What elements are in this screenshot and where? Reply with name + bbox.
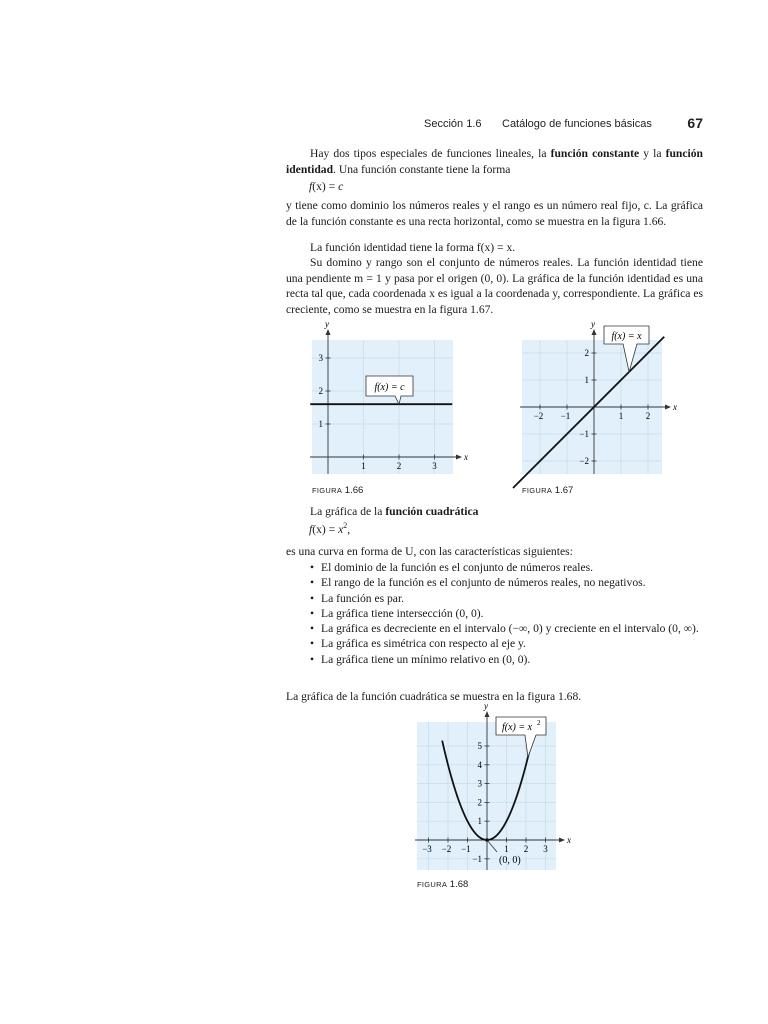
term-identity-function: función identidad bbox=[286, 147, 703, 176]
formula-rhs: c bbox=[338, 180, 344, 193]
figure-1-66-caption bbox=[312, 485, 363, 496]
figure-1-67-caption bbox=[522, 485, 573, 496]
y-tick-label: 5 bbox=[477, 741, 482, 751]
x-tick-label: 2 bbox=[523, 844, 529, 854]
x-tick-label: 2 bbox=[645, 411, 651, 421]
formula-tail: , bbox=[347, 523, 351, 536]
y-tick-label: 2 bbox=[477, 797, 482, 808]
y-tick-label: 3 bbox=[477, 778, 482, 789]
x-tick-label: −2 bbox=[441, 844, 452, 854]
page-number: 67 bbox=[687, 115, 703, 131]
term-constant-function: función constante bbox=[550, 147, 640, 160]
text-run: y la bbox=[639, 147, 666, 160]
formula-exponent: 2 bbox=[343, 521, 348, 531]
formula-arg: (x) bbox=[312, 180, 326, 193]
formula-arg: (x) bbox=[312, 523, 326, 536]
y-tick-label: 3 bbox=[318, 353, 323, 363]
paragraph-u-curve: es una curva en forma de U, con las características siguientes: bbox=[286, 545, 573, 558]
x-axis-label: x bbox=[464, 452, 468, 462]
caption-label: FIGURA bbox=[312, 486, 343, 495]
x-tick-label: 1 bbox=[504, 844, 509, 854]
y-tick-label: 2 bbox=[318, 386, 323, 396]
paragraph-constant-desc: y tiene como dominio los números reales y el rango es un número real fijo, c. La gráfica de la función constante es una recta horizontal, como se muestra en la figura 1.66. bbox=[286, 199, 703, 228]
point-label: (0, 0) bbox=[499, 855, 521, 866]
callout-label: f(x) = c bbox=[374, 382, 405, 393]
formula-f: f bbox=[309, 180, 313, 193]
x-axis-arrow bbox=[665, 405, 671, 410]
y-tick-label: 1 bbox=[477, 816, 482, 827]
x-tick-label: −3 bbox=[422, 844, 432, 854]
y-axis-arrow bbox=[485, 711, 490, 717]
figure-1-68-caption bbox=[417, 879, 468, 890]
text-run: . Una función constante tiene la forma bbox=[333, 162, 511, 176]
text-run: Hay dos tipos especiales de funciones lineales, la bbox=[310, 147, 551, 160]
x-tick-label: 3 bbox=[543, 844, 548, 854]
list-item: • La gráfica tiene intersección (0, 0). bbox=[310, 606, 703, 621]
section-title: Catálogo de funciones básicas bbox=[502, 118, 652, 130]
section-number: Sección 1.6 bbox=[424, 118, 482, 130]
formula-f: f bbox=[309, 523, 313, 536]
y-tick-label: 4 bbox=[477, 759, 482, 770]
list-item: • El rango de la función es el conjunto de números reales, no negativos. bbox=[310, 575, 703, 590]
x-tick-label: 2 bbox=[396, 461, 402, 471]
y-axis-arrow bbox=[326, 329, 331, 335]
list-item: • La función es par. bbox=[310, 591, 703, 606]
x-axis-label: x bbox=[567, 835, 571, 845]
y-tick-label: −1 bbox=[579, 429, 589, 439]
x-tick-label: 3 bbox=[432, 461, 437, 471]
y-tick-label: −2 bbox=[579, 456, 589, 466]
list-item: • El dominio de la función es el conjunto de números reales. bbox=[310, 560, 703, 575]
term-quadratic-function: función cuadrática bbox=[385, 505, 479, 518]
y-tick-label: 2 bbox=[584, 348, 589, 358]
text-run: La gráfica de la bbox=[310, 505, 386, 518]
list-item: • La gráfica tiene un mínimo relativo en (0, 0). bbox=[310, 652, 703, 667]
x-tick-label: −1 bbox=[560, 411, 571, 421]
x-tick-label: 1 bbox=[361, 461, 366, 471]
x-tick-label: −2 bbox=[533, 411, 544, 421]
x-tick-label: −1 bbox=[461, 844, 471, 854]
caption-number: 1.67 bbox=[554, 485, 574, 496]
figure-1-66-chart bbox=[300, 319, 480, 482]
caption-number: 1.68 bbox=[449, 879, 469, 890]
paragraph-identity-desc: Su domino y rango son el conjunto de números reales. La función identidad tiene una pendiente m = 1 y pasa por el origen (0, 0). La gráfica de la función identidad es una recta tal que, cada coordenada x es igual a la coordenada y, correspondiente. La gráfica es creciente, como se muestra en la figura 1.67. bbox=[286, 256, 703, 316]
plot-background bbox=[417, 722, 556, 870]
formula-quadratic bbox=[309, 523, 350, 536]
y-tick-label: 1 bbox=[584, 375, 589, 385]
y-axis-label: y bbox=[484, 701, 488, 711]
formula-eq: = bbox=[325, 180, 339, 193]
plot-background bbox=[312, 340, 453, 474]
caption-number: 1.66 bbox=[344, 485, 364, 496]
y-axis-arrow bbox=[592, 329, 597, 335]
characteristics-list bbox=[310, 560, 703, 667]
caption-label: FIGURA bbox=[417, 880, 448, 889]
y-axis-label: y bbox=[325, 319, 329, 329]
vertex-point bbox=[485, 838, 489, 842]
figure-1-68-chart bbox=[410, 701, 580, 874]
x-tick-label: 1 bbox=[618, 411, 624, 421]
list-item: • La gráfica es simétrica con respecto al eje y. bbox=[310, 636, 703, 651]
list-item: • La gráfica es decreciente en el intervalo (−∞, 0) y creciente en el intervalo (0, ∞). bbox=[310, 621, 703, 636]
paragraph-identity-form: La función identidad tiene la forma f(x) = x. bbox=[310, 241, 516, 254]
y-tick-label: 1 bbox=[318, 419, 323, 429]
formula-rhs: x bbox=[338, 523, 344, 536]
x-axis-arrow bbox=[456, 455, 462, 460]
x-axis-arrow bbox=[559, 838, 565, 843]
paragraph-intro bbox=[286, 146, 703, 177]
x-axis-label: x bbox=[673, 402, 677, 412]
callout-label: f(x) = x bbox=[611, 331, 642, 342]
paragraph-figure-ref: La gráfica de la función cuadrática se muestra en la figura 1.68. bbox=[286, 690, 582, 703]
callout-exponent: 2 bbox=[537, 719, 541, 727]
y-tick-label: −1 bbox=[472, 853, 482, 864]
caption-label: FIGURA bbox=[522, 486, 553, 495]
paragraph-quadratic bbox=[286, 504, 703, 520]
figure-1-67-chart bbox=[512, 319, 687, 482]
formula-eq: = bbox=[325, 523, 339, 536]
callout-label: f(x) = x bbox=[502, 722, 533, 733]
formula-constant bbox=[309, 180, 343, 193]
y-axis-label: y bbox=[591, 319, 595, 329]
